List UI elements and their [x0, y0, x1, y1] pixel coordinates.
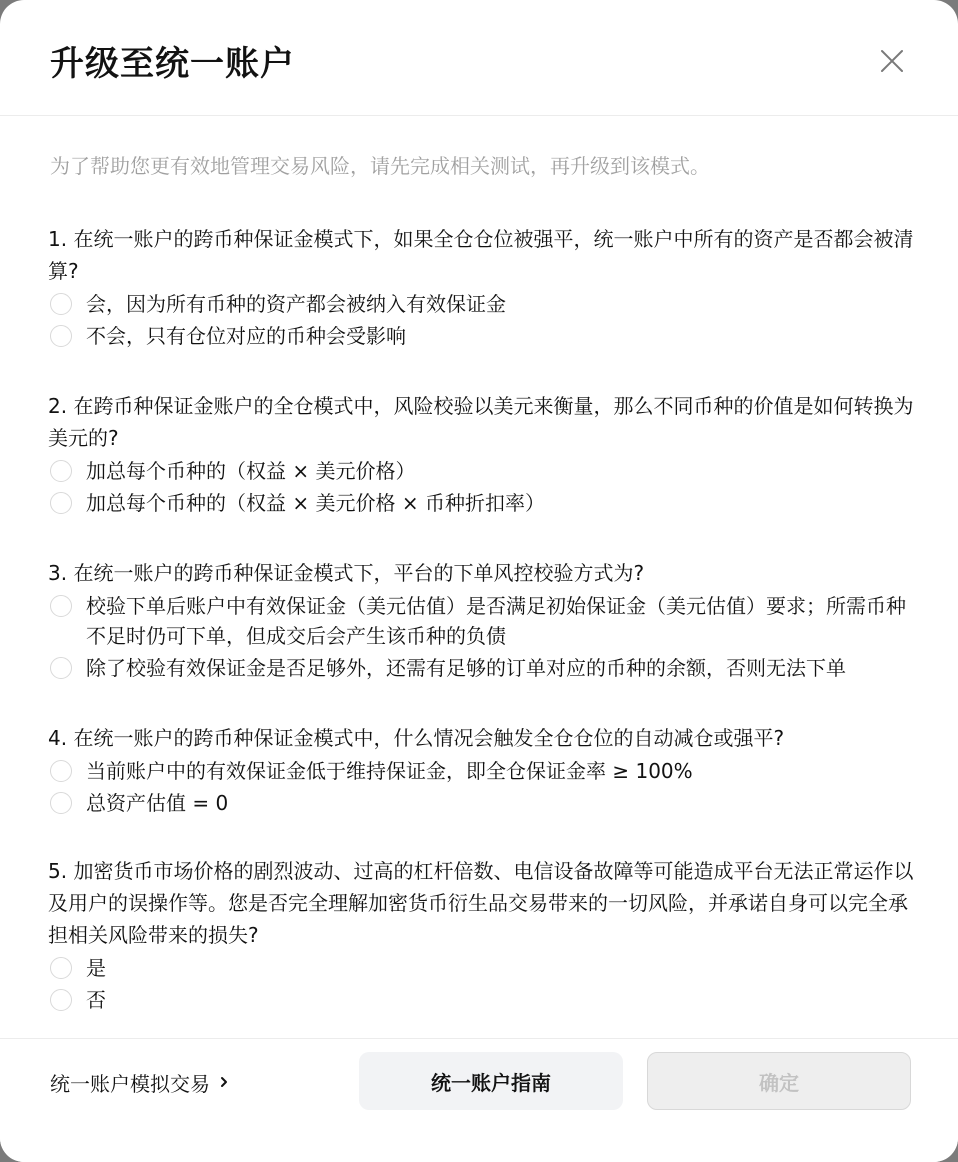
- option-label: 加总每个币种的（权益 × 美元价格）: [86, 459, 416, 483]
- answer-option[interactable]: [48, 321, 914, 351]
- dialog-footer: [0, 1038, 958, 1162]
- radio-button[interactable]: [50, 957, 72, 979]
- option-label: 总资产估值 = 0: [86, 791, 229, 815]
- answer-option[interactable]: [48, 756, 914, 786]
- option-label: 是: [86, 956, 106, 980]
- radio-button[interactable]: [50, 989, 72, 1011]
- guide-button[interactable]: 统一账户指南: [359, 1052, 623, 1110]
- question-text: 5. 加密货币市场价格的剧烈波动、过高的杠杆倍数、电信设备故障等可能造成平台无法正常运作以及用户的误操作等。您是否完全理解加密货币衍生品交易带来的一切风险，并承诺自身可以完全承担相关风险带来的损失?: [48, 859, 914, 947]
- question-3: [48, 557, 914, 685]
- dialog-content[interactable]: [0, 117, 958, 1037]
- answer-option[interactable]: [48, 653, 914, 683]
- dialog-header: [0, 0, 958, 116]
- answer-option[interactable]: [48, 985, 914, 1015]
- radio-button[interactable]: [50, 792, 72, 814]
- answer-options: [48, 756, 914, 818]
- question-text: 2. 在跨币种保证金账户的全仓模式中，风险校验以美元来衡量，那么不同币种的价值是如何转换为美元的?: [48, 394, 914, 450]
- intro-text: 为了帮助您更有效地管理交易风险，请先完成相关测试，再升级到该模式。: [50, 154, 710, 178]
- answer-option[interactable]: [48, 953, 914, 983]
- option-label: 当前账户中的有效保证金低于维持保证金，即全仓保证金率 ≥ 100%: [86, 759, 693, 783]
- option-label: 否: [86, 988, 106, 1012]
- answer-option[interactable]: [48, 591, 914, 651]
- radio-button[interactable]: [50, 460, 72, 482]
- answer-options: [48, 953, 914, 1015]
- dialog-title: 升级至统一账户: [50, 44, 295, 84]
- chevron-right-icon: [218, 1076, 230, 1088]
- close-icon: [880, 49, 904, 73]
- radio-button[interactable]: [50, 492, 72, 514]
- confirm-button[interactable]: 确定: [647, 1052, 911, 1110]
- answer-options: [48, 591, 914, 683]
- question-text: 1. 在统一账户的跨币种保证金模式下，如果全仓仓位被强平，统一账户中所有的资产是否都会被清算?: [48, 227, 914, 283]
- radio-button[interactable]: [50, 760, 72, 782]
- answer-option[interactable]: [48, 488, 914, 518]
- option-label: 不会，只有仓位对应的币种会受影响: [86, 324, 406, 348]
- demo-trading-link[interactable]: [50, 1067, 230, 1097]
- question-2: [48, 390, 914, 520]
- radio-button[interactable]: [50, 657, 72, 679]
- option-label: 校验下单后账户中有效保证金（美元估值）是否满足初始保证金（美元估值）要求；所需币种不足时仍可下单，但成交后会产生该币种的负债: [86, 594, 906, 648]
- demo-link-label: 统一账户模拟交易: [50, 1071, 210, 1096]
- question-5: [48, 855, 914, 1017]
- close-button[interactable]: [880, 49, 904, 73]
- answer-option[interactable]: [48, 788, 914, 818]
- question-4: [48, 722, 914, 820]
- answer-options: [48, 456, 914, 518]
- question-1: [48, 223, 914, 353]
- answer-option[interactable]: [48, 456, 914, 486]
- radio-button[interactable]: [50, 293, 72, 315]
- answer-options: [48, 289, 914, 351]
- question-text: 4. 在统一账户的跨币种保证金模式中，什么情况会触发全仓仓位的自动减仓或强平?: [48, 726, 785, 750]
- question-text: 3. 在统一账户的跨币种保证金模式下，平台的下单风控校验方式为?: [48, 561, 645, 585]
- option-label: 会，因为所有币种的资产都会被纳入有效保证金: [86, 292, 506, 316]
- radio-button[interactable]: [50, 595, 72, 617]
- option-label: 加总每个币种的（权益 × 美元价格 × 币种折扣率）: [86, 491, 545, 515]
- radio-button[interactable]: [50, 325, 72, 347]
- option-label: 除了校验有效保证金是否足够外，还需有足够的订单对应的币种的余额，否则无法下单: [86, 656, 846, 680]
- answer-option[interactable]: [48, 289, 914, 319]
